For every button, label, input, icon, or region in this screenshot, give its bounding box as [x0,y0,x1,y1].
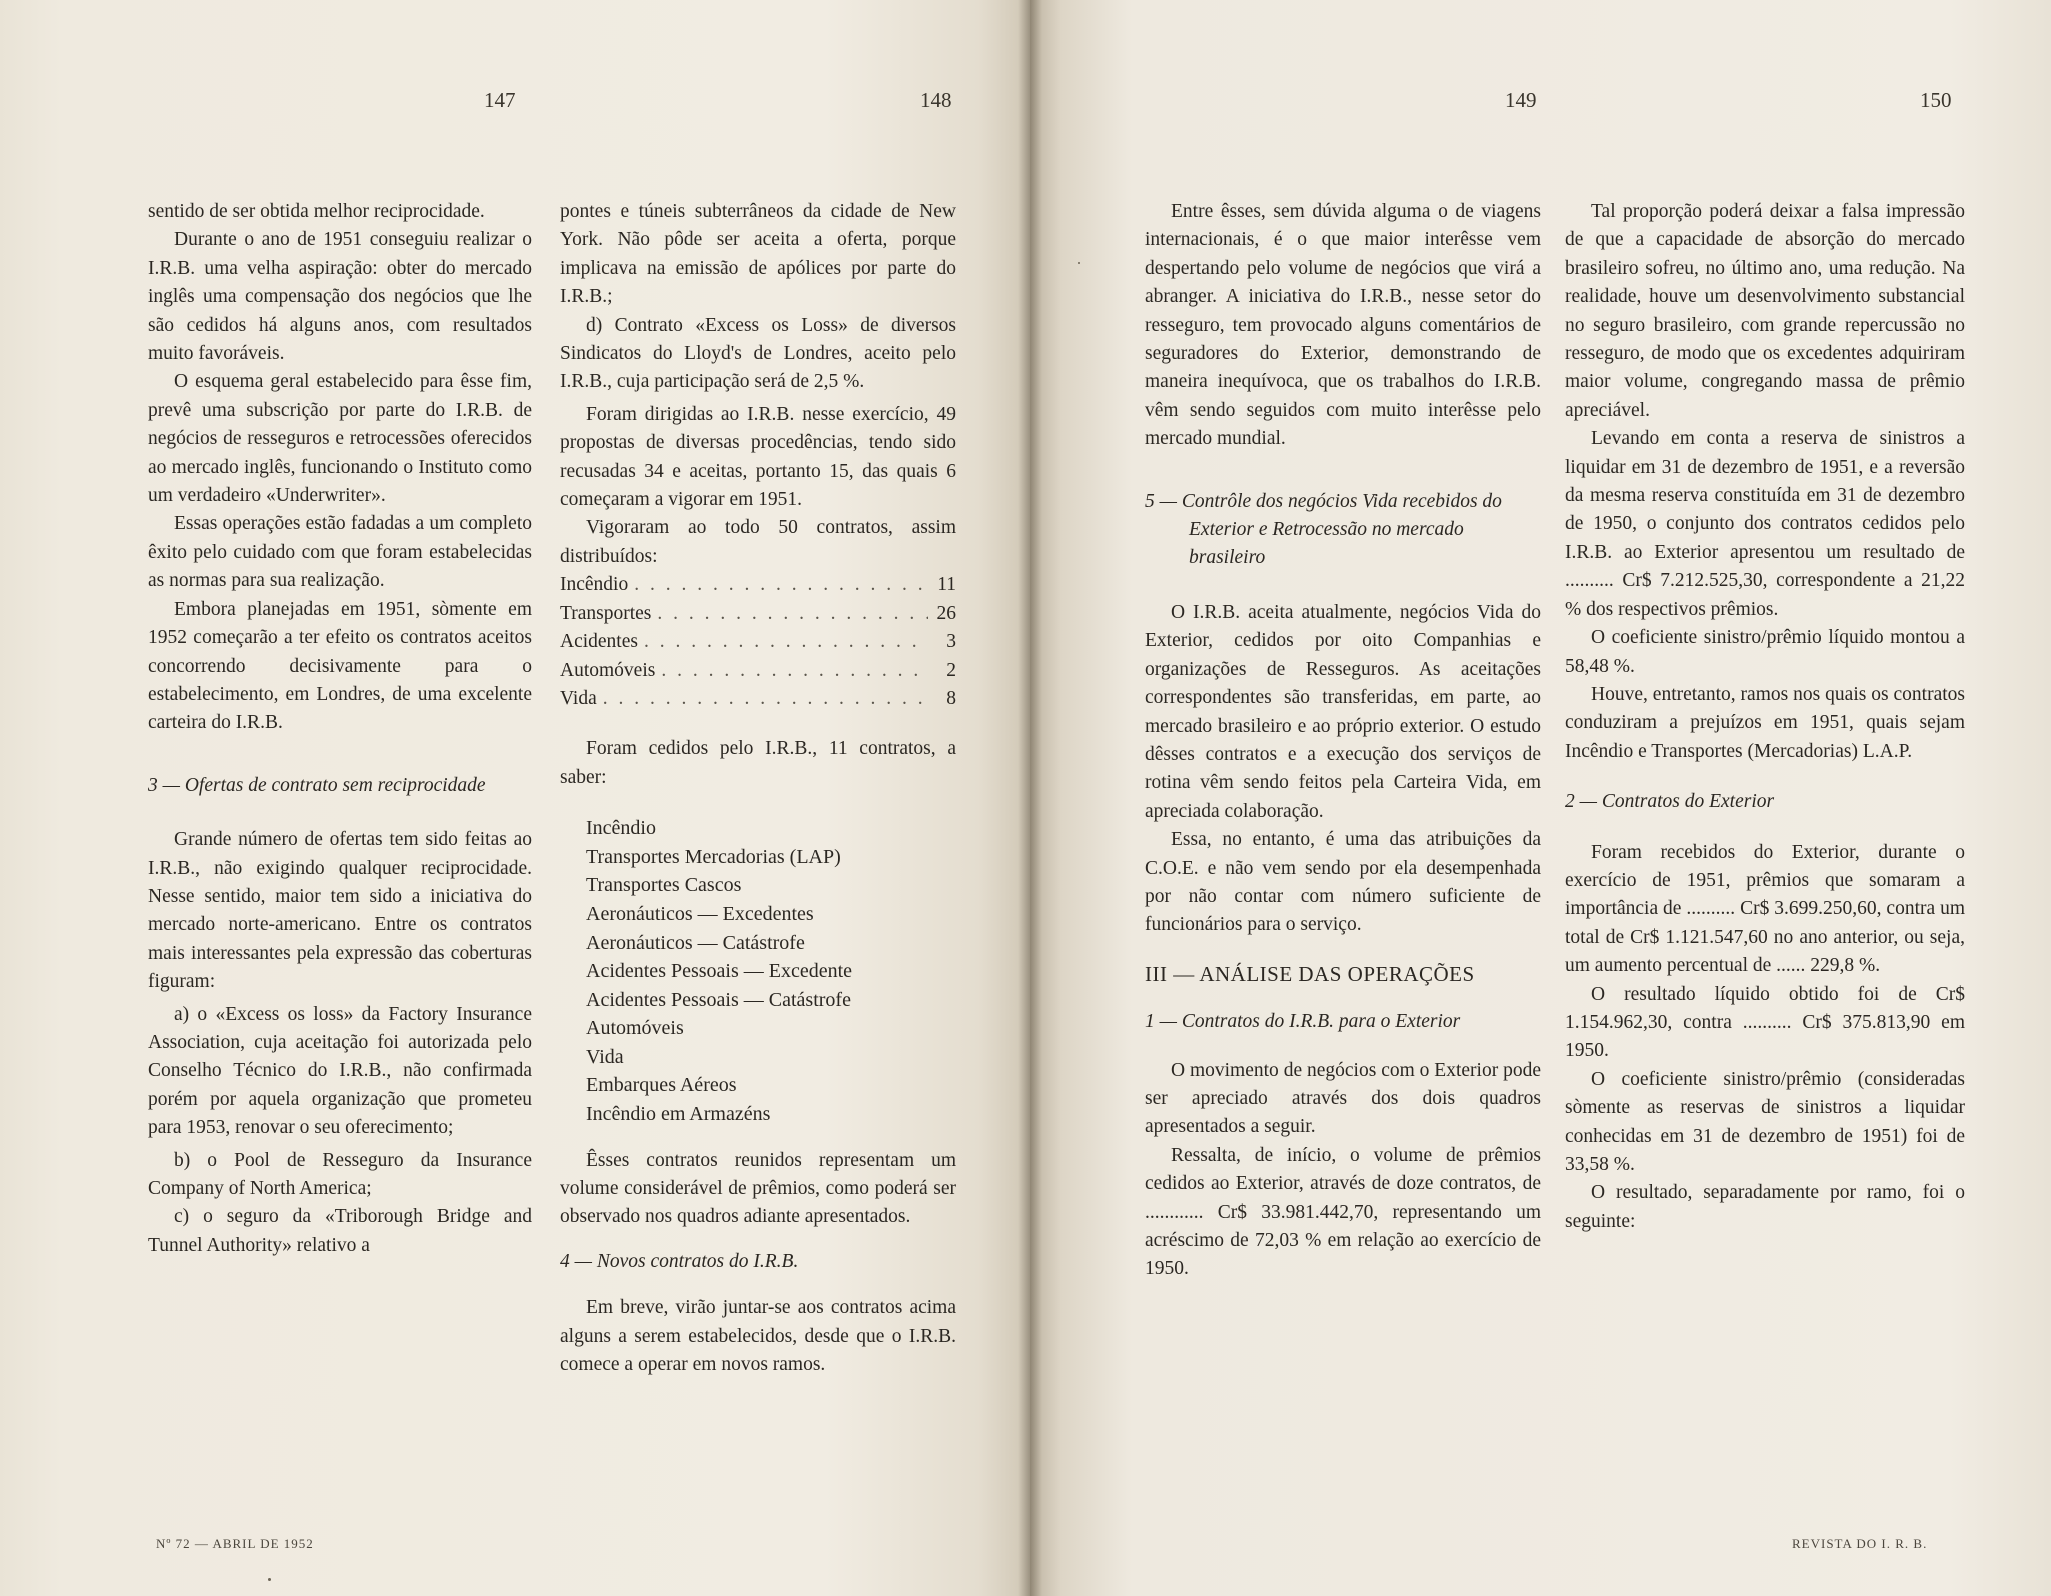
footer-journal: REVISTA DO I. R. B. [1792,1536,1928,1551]
section-heading: 3 — Ofertas de contrato sem reciprocidade [148,774,486,796]
chapter-heading: III — ANÁLISE DAS OPERAÇÕES [1145,961,1475,986]
table-row [560,600,956,628]
book-gutter [1018,0,1042,1596]
paragraph: Vigoraram ao todo 50 contratos, assim distribuídos: [560,517,956,567]
paragraph: Êsses contratos reunidos representam um volume considerável de prêmios, como poderá ser observado nos quadros adiante apresentados. [560,1149,956,1228]
list-item: Incêndio [586,817,656,840]
paragraph: O coeficiente sinistro/prêmio líquido montou a 58,48 %. [1565,627,1965,677]
section-heading: 1 — Contratos do I.R.B. para o Exterior [1145,1011,1461,1033]
row-value: 2 [946,659,956,681]
paragraph: Durante o ano de 1951 conseguiu realizar o I.R.B. uma velha aspiração: obter do mercado inglês uma compensação dos negócios que lhe são cedidos há alguns anos, com resultados muito favoráveis. [148,229,532,365]
list-item: Acidentes Pessoais — Excedente [586,960,853,983]
paragraph: Entre êsses, sem dúvida alguma o de viagens internacionais, é o que maior interêsse vem despertando pelo volume de negócios que virá a abranger. A iniciativa do I.R.B., nesse setor do resseguro, tem provocado alguns comentários de seguradores do Exterior, demonstrando de maneira inequívoca, que os trabalhos do I.R.B. vêm sendo seguidos com muito interêsse pelo mercado mundial. [1145,201,1541,450]
list-item: Automóveis [586,1017,684,1040]
list-item: Aeronáuticos — Excedentes [586,902,814,925]
section-heading: 5 — Contrôle dos negócios Vida recebidos do Exterior e Retrocessão no mercado brasileiro [1145,490,1502,569]
paragraph: Ressalta, de início, o volume de prêmios cedidos ao Exterior, através de doze contratos, de ............ Cr$ 33.981.442,70, representando um acréscimo de 72,03 % em relação ao exercício de 1950. [1145,1144,1541,1280]
paragraph: Foram dirigidas ao I.R.B. nesse exercício, 49 propostas de diversas procedências, tendo sido recusadas 34 e aceitas, portanto 15, das quais 6 começaram a vigorar em 1951. [560,403,956,511]
ceded-contracts-list [560,814,956,1129]
page-number-147: 147 [484,88,516,112]
paragraph: Essa, no entanto, é uma das atribuições da C.O.E. e não vem sendo por ela desempenhada por não contar com número suficiente de funcionários para o serviço. [1145,829,1541,936]
page-number-150: 150 [1920,88,1952,112]
list-item: Transportes Mercadorias (LAP) [586,845,841,868]
section-heading: 4 — Novos contratos do I.R.B. [560,1250,799,1272]
list-item: Embarques Aéreos [586,1074,737,1097]
paragraph: O esquema geral estabelecido para êsse fim, prevê uma subscrição por parte do I.R.B. de negócios de resseguros e retrocessões oferecidos ao mercado inglês, funcionando o Instituto como um verdadeiro «Underwriter». [148,371,532,507]
paragraph: sentido de ser obtida melhor reciprocidade. [148,201,485,222]
list-item: Acidentes Pessoais — Catástrofe [586,988,851,1011]
paragraph: O coeficiente sinistro/prêmio (consideradas sòmente as reservas de sinistros a liquidar conhecidas em 31 de dezembro de 1951) foi de 33,58 %. [1565,1068,1965,1175]
paragraph: O I.R.B. aceita atualmente, negócios Vida do Exterior, cedidos por oito Companhias e organizações de Resseguros. As aceitações correspondentes são transferidas, em parte, ao mercado brasileiro e ao próprio exterior. O estudo dêsses contratos e a execução dos serviços de rotina vêm sendo feitos pela Carteira Vida, em apreciada colaboração. [1145,601,1541,822]
table-row [560,657,956,685]
page-number-148: 148 [920,88,952,112]
row-label: Automóveis [560,659,656,681]
row-label: Acidentes [560,631,638,653]
column-page-147 [148,198,532,1260]
list-item: Aeronáuticos — Catástrofe [586,931,805,954]
contracts-table [560,571,956,713]
list-item: Vida [586,1045,624,1068]
table-row [560,571,956,599]
row-label: Incêndio [560,574,629,596]
paragraph: pontes e túneis subterrâneos da cidade de New York. Não pôde ser aceita a oferta, porque implicava na emissão de apólices por parte do I.R.B.; [560,201,956,308]
paragraph: Embora planejadas em 1951, sòmente em 1952 começarão a ter efeito os contratos aceitos concorrendo decisivamente para o estabelecimento, em Londres, de uma excelente carteira do I.R.B. [148,598,532,734]
footer-issue: Nº 72 — ABRIL DE 1952 [156,1536,314,1551]
list-item: Transportes Cascos [586,874,742,897]
paper-speck [1078,262,1080,264]
paragraph: Em breve, virão juntar-se aos contratos acima alguns a serem estabelecidos, desde que o I.R.B. comece a operar em novos ramos. [560,1297,956,1376]
paragraph: Foram cedidos pelo I.R.B., 11 contratos, a saber: [560,738,956,788]
paragraph: O movimento de negócios com o Exterior pode ser apreciado através dos dois quadros apresentados a seguir. [1145,1059,1541,1138]
paragraph: Tal proporção poderá deixar a falsa impressão de que a capacidade de absorção do mercado brasileiro sofreu, no último ano, uma redução. Na realidade, houve um desenvolvimento substancial no seguro brasileiro, com grande repercussão no resseguro, de modo que os excedentes adquiriram maior volume, congregando massa de prêmio apreciável. [1565,201,1965,421]
column-page-149 [1145,198,1541,1284]
table-row [560,628,956,656]
section-heading: 2 — Contratos do Exterior [1565,791,1775,813]
column-page-148 [560,198,956,1380]
paragraph: Grande número de ofertas tem sido feitas ao I.R.B., não exigindo qualquer reciprocidade. Nesse sentido, maior tem sido a iniciativa do mercado norte-americano. Entre os contratos mais interessantes pela expressão das coberturas figuram: [148,829,532,993]
row-value: 8 [946,687,956,709]
page-number-149: 149 [1505,88,1537,112]
row-label: Transportes [560,602,652,624]
paragraph: O resultado, separadamente por ramo, foi o seguinte: [1565,1182,1965,1232]
paper-speck [268,1578,271,1581]
list-item: a) o «Excess os loss» da Factory Insurance Association, cuja aceitação foi autorizada pelo Conselho Técnico do I.R.B., não confirmada porém por aquela organização que prometeu para 1953, renovar o seu oferecimento; [148,1003,532,1139]
table-row [560,685,956,713]
list-item: Incêndio em Armazéns [586,1103,771,1126]
paragraph: Levando em conta a reserva de sinistros a liquidar em 31 de dezembro de 1951, e a reversão da mesma reserva constituída em 31 de dezembro de 1950, o conjunto dos contratos cedidos pelo I.R.B. ao Exterior apresentou um resultado de .......... Cr$ 7.212.525,30, correspondente a 21,22 % dos respectivos prêmios. [1565,428,1965,620]
column-page-150 [1565,198,1965,1236]
row-value: 3 [946,631,956,653]
paragraph: Houve, entretanto, ramos nos quais os contratos conduziram a prejuízos em 1951, quais sejam Incêndio e Transportes (Mercadorias) L.A.P. [1565,683,1965,762]
paragraph: Essas operações estão fadadas a um completo êxito pelo cuidado com que foram estabelecidas as normas para sua realização. [148,513,532,592]
list-item: d) Contrato «Excess os Loss» de diversos Sindicatos do Lloyd's de Londres, aceito pelo I.R.B., cuja participação será de 2,5 %. [560,314,956,393]
list-item: c) o seguro da «Triborough Bridge and Tunnel Authority» relativo a [148,1206,532,1256]
paragraph: Foram recebidos do Exterior, durante o exercício de 1951, prêmios que somaram a importância de .......... Cr$ 3.699.250,60, contra um total de Cr$ 1.121.547,60 no ano anterior, ou seja, um aumento percentual de ...... 229,8 %. [1565,841,1965,977]
paragraph: O resultado líquido obtido foi de Cr$ 1.154.962,30, contra .......... Cr$ 375.813,90 em 1950. [1565,983,1965,1062]
list-item: b) o Pool de Resseguro da Insurance Company of North America; [148,1149,532,1199]
row-value: 11 [937,574,956,596]
row-label: Vida [560,687,597,709]
row-value: 26 [936,602,956,624]
